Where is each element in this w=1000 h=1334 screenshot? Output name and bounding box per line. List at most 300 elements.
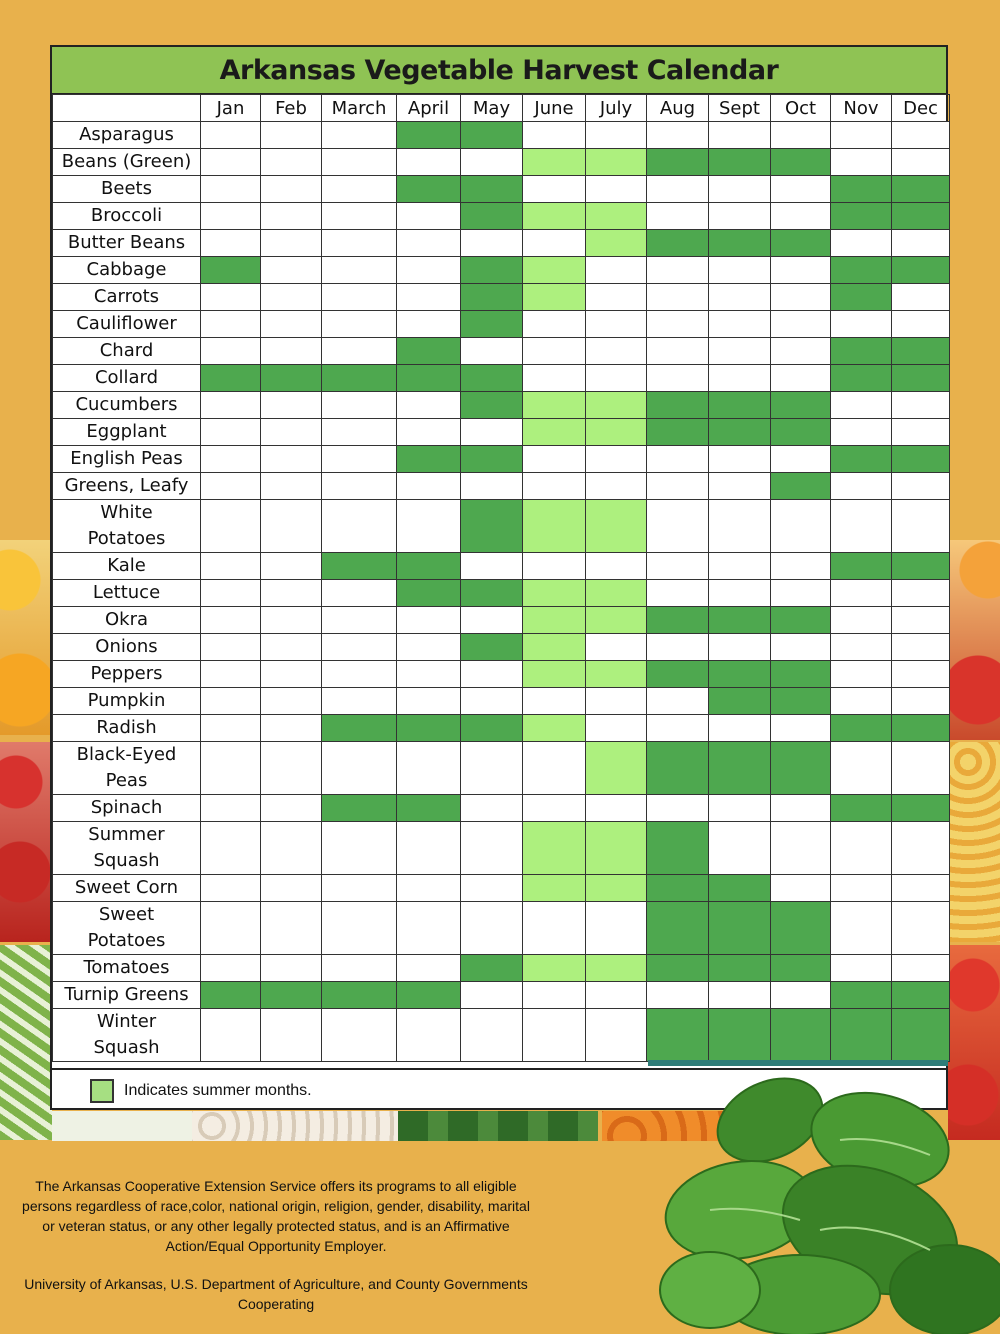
harvest-cell bbox=[461, 500, 523, 553]
harvest-cell bbox=[892, 230, 950, 257]
harvest-cell bbox=[892, 553, 950, 580]
vegetable-row bbox=[53, 284, 950, 311]
harvest-cell bbox=[831, 982, 892, 1009]
harvest-cell bbox=[831, 902, 892, 955]
harvest-cell bbox=[201, 149, 261, 176]
harvest-cell bbox=[461, 446, 523, 473]
harvest-cell bbox=[831, 688, 892, 715]
vegetable-name: Summer Squash bbox=[53, 822, 201, 875]
harvest-cell bbox=[461, 607, 523, 634]
harvest-cell bbox=[586, 446, 647, 473]
harvest-cell bbox=[322, 392, 397, 419]
vegetable-row bbox=[53, 580, 950, 607]
apple-photo-strip bbox=[0, 742, 52, 942]
vegetable-name: Chard bbox=[53, 338, 201, 365]
vegetable-row bbox=[53, 1009, 950, 1062]
harvest-cell bbox=[261, 902, 322, 955]
harvest-cell bbox=[647, 257, 709, 284]
harvest-cell bbox=[771, 419, 831, 446]
corner-cell bbox=[53, 95, 201, 122]
vegetable-row bbox=[53, 338, 950, 365]
harvest-cell bbox=[523, 902, 586, 955]
month-header: Nov bbox=[831, 95, 892, 122]
harvest-cell bbox=[892, 715, 950, 742]
vegetable-row bbox=[53, 176, 950, 203]
harvest-cell bbox=[647, 311, 709, 338]
harvest-cell bbox=[831, 203, 892, 230]
harvest-cell bbox=[261, 338, 322, 365]
harvest-cell bbox=[831, 875, 892, 902]
vegetable-name: Okra bbox=[53, 607, 201, 634]
month-header: April bbox=[397, 95, 461, 122]
harvest-cell bbox=[709, 257, 771, 284]
harvest-cell bbox=[461, 311, 523, 338]
harvest-cell bbox=[647, 688, 709, 715]
vegetable-name: Sweet Potatoes bbox=[53, 902, 201, 955]
harvest-cell bbox=[771, 338, 831, 365]
harvest-cell bbox=[647, 365, 709, 392]
harvest-cell bbox=[523, 257, 586, 284]
harvest-cell bbox=[461, 230, 523, 257]
harvest-cell bbox=[647, 1009, 709, 1062]
equal-opportunity-statement: The Arkansas Cooperative Extension Service offers its programs to all eligible persons regardless of race,color, national origin, religion, gender, disability, marital or veteran status, or any other legally protected status, and is an Affirmative Action/Equal Opportunity Employer. bbox=[22, 1178, 530, 1254]
harvest-cell bbox=[831, 553, 892, 580]
harvest-cell bbox=[771, 230, 831, 257]
harvest-cell bbox=[261, 311, 322, 338]
harvest-cell bbox=[201, 902, 261, 955]
vegetable-name: Lettuce bbox=[53, 580, 201, 607]
harvest-cell bbox=[586, 661, 647, 688]
harvest-cell bbox=[586, 473, 647, 500]
harvest-cell bbox=[461, 1009, 523, 1062]
harvest-cell bbox=[261, 688, 322, 715]
harvest-cell bbox=[201, 875, 261, 902]
harvest-cell bbox=[586, 365, 647, 392]
harvest-cell bbox=[647, 822, 709, 875]
harvest-cell bbox=[892, 607, 950, 634]
harvest-cell bbox=[771, 257, 831, 284]
harvest-cell bbox=[461, 149, 523, 176]
harvest-cell bbox=[461, 284, 523, 311]
vegetable-name: Spinach bbox=[53, 795, 201, 822]
harvest-cell bbox=[461, 257, 523, 284]
harvest-cell bbox=[771, 875, 831, 902]
harvest-cell bbox=[322, 149, 397, 176]
vegetable-row bbox=[53, 902, 950, 955]
harvest-cell bbox=[201, 661, 261, 688]
harvest-cell bbox=[461, 365, 523, 392]
harvest-cell bbox=[892, 419, 950, 446]
harvest-cell bbox=[322, 284, 397, 311]
harvest-cell bbox=[892, 902, 950, 955]
harvest-cell bbox=[461, 338, 523, 365]
harvest-cell bbox=[647, 230, 709, 257]
harvest-cell bbox=[201, 715, 261, 742]
harvest-cell bbox=[201, 176, 261, 203]
vegetable-name: Eggplant bbox=[53, 419, 201, 446]
harvest-cell bbox=[523, 419, 586, 446]
harvest-cell bbox=[322, 580, 397, 607]
harvest-cell bbox=[586, 500, 647, 553]
harvest-cell bbox=[586, 122, 647, 149]
harvest-cell bbox=[586, 419, 647, 446]
harvest-cell bbox=[461, 419, 523, 446]
harvest-cell bbox=[586, 149, 647, 176]
harvest-cell bbox=[709, 795, 771, 822]
harvest-cell bbox=[461, 634, 523, 661]
vegetable-name: Peppers bbox=[53, 661, 201, 688]
harvest-cell bbox=[771, 446, 831, 473]
harvest-cell bbox=[771, 473, 831, 500]
harvest-cell bbox=[461, 203, 523, 230]
harvest-cell bbox=[892, 955, 950, 982]
harvest-cell bbox=[523, 875, 586, 902]
harvest-cell bbox=[892, 875, 950, 902]
vegetable-row bbox=[53, 311, 950, 338]
harvest-cell bbox=[397, 688, 461, 715]
harvest-cell bbox=[771, 634, 831, 661]
spinach-photo bbox=[650, 1060, 1000, 1334]
corn-photo-strip bbox=[948, 742, 1000, 942]
harvest-cell bbox=[397, 553, 461, 580]
harvest-cell bbox=[397, 149, 461, 176]
harvest-cell bbox=[709, 446, 771, 473]
harvest-cell bbox=[831, 257, 892, 284]
harvest-cell bbox=[523, 955, 586, 982]
harvest-cell bbox=[322, 257, 397, 284]
harvest-cell bbox=[261, 419, 322, 446]
harvest-cell bbox=[461, 661, 523, 688]
harvest-cell bbox=[709, 338, 771, 365]
harvest-cell bbox=[647, 742, 709, 795]
harvest-cell bbox=[771, 1009, 831, 1062]
harvest-cell bbox=[831, 149, 892, 176]
harvest-cell bbox=[261, 580, 322, 607]
harvest-cell bbox=[831, 446, 892, 473]
harvest-cell bbox=[831, 419, 892, 446]
harvest-cell bbox=[461, 688, 523, 715]
harvest-cell bbox=[709, 365, 771, 392]
harvest-cell bbox=[647, 419, 709, 446]
harvest-cell bbox=[201, 473, 261, 500]
harvest-cell bbox=[322, 500, 397, 553]
vegetable-row bbox=[53, 661, 950, 688]
harvest-cell bbox=[831, 661, 892, 688]
vegetable-row bbox=[53, 607, 950, 634]
harvest-cell bbox=[771, 661, 831, 688]
month-header: July bbox=[586, 95, 647, 122]
harvest-cell bbox=[201, 955, 261, 982]
harvest-cell bbox=[709, 392, 771, 419]
harvest-cell bbox=[397, 822, 461, 875]
harvest-cell bbox=[831, 795, 892, 822]
vegetable-name: Pumpkin bbox=[53, 688, 201, 715]
harvest-cell bbox=[586, 392, 647, 419]
harvest-cell bbox=[771, 311, 831, 338]
harvest-cell bbox=[322, 419, 397, 446]
calendar-table bbox=[52, 94, 950, 1062]
harvest-cell bbox=[831, 955, 892, 982]
harvest-cell bbox=[261, 500, 322, 553]
harvest-cell bbox=[397, 875, 461, 902]
harvest-cell bbox=[322, 902, 397, 955]
harvest-cell bbox=[322, 473, 397, 500]
vegetable-name: Sweet Corn bbox=[53, 875, 201, 902]
harvest-cell bbox=[322, 311, 397, 338]
harvest-cell bbox=[771, 284, 831, 311]
vegetable-row bbox=[53, 715, 950, 742]
harvest-cell bbox=[461, 553, 523, 580]
harvest-cell bbox=[647, 661, 709, 688]
harvest-cell bbox=[322, 1009, 397, 1062]
harvest-cell bbox=[647, 634, 709, 661]
harvest-cell bbox=[261, 149, 322, 176]
harvest-cell bbox=[397, 392, 461, 419]
harvest-cell bbox=[831, 500, 892, 553]
harvest-cell bbox=[771, 176, 831, 203]
harvest-cell bbox=[709, 203, 771, 230]
harvest-cell bbox=[892, 688, 950, 715]
harvest-cell bbox=[771, 580, 831, 607]
harvest-cell bbox=[647, 982, 709, 1009]
harvest-cell bbox=[771, 715, 831, 742]
harvest-cell bbox=[322, 822, 397, 875]
harvest-cell bbox=[523, 742, 586, 795]
harvest-cell bbox=[647, 902, 709, 955]
harvest-cell bbox=[397, 338, 461, 365]
harvest-cell bbox=[201, 311, 261, 338]
harvest-cell bbox=[523, 795, 586, 822]
harvest-cell bbox=[461, 875, 523, 902]
harvest-cell bbox=[647, 338, 709, 365]
harvest-cell bbox=[397, 365, 461, 392]
harvest-cell bbox=[201, 553, 261, 580]
harvest-cell bbox=[201, 688, 261, 715]
harvest-cell bbox=[322, 230, 397, 257]
vegetable-row bbox=[53, 500, 950, 553]
harvest-cell bbox=[261, 284, 322, 311]
harvest-cell bbox=[892, 1009, 950, 1062]
harvest-cell bbox=[261, 230, 322, 257]
harvest-cell bbox=[586, 176, 647, 203]
harvest-cell bbox=[586, 580, 647, 607]
harvest-cell bbox=[523, 553, 586, 580]
harvest-cell bbox=[201, 742, 261, 795]
harvest-cell bbox=[523, 203, 586, 230]
harvest-cell bbox=[586, 688, 647, 715]
harvest-cell bbox=[461, 982, 523, 1009]
harvest-cell bbox=[201, 446, 261, 473]
harvest-cell bbox=[709, 311, 771, 338]
month-header: Sept bbox=[709, 95, 771, 122]
harvest-cell bbox=[322, 338, 397, 365]
harvest-cell bbox=[397, 122, 461, 149]
harvest-cell bbox=[322, 634, 397, 661]
harvest-cell bbox=[892, 392, 950, 419]
harvest-cell bbox=[397, 473, 461, 500]
harvest-cell bbox=[647, 607, 709, 634]
harvest-cell bbox=[586, 553, 647, 580]
vegetable-row bbox=[53, 742, 950, 795]
harvest-cell bbox=[261, 715, 322, 742]
harvest-cell bbox=[771, 553, 831, 580]
harvest-cell bbox=[261, 553, 322, 580]
harvest-cell bbox=[831, 822, 892, 875]
vegetable-name: Onions bbox=[53, 634, 201, 661]
harvest-cell bbox=[831, 392, 892, 419]
vegetable-row bbox=[53, 149, 950, 176]
calendar-body bbox=[53, 122, 950, 1062]
harvest-cell bbox=[261, 365, 322, 392]
harvest-cell bbox=[523, 500, 586, 553]
harvest-cell bbox=[397, 446, 461, 473]
harvest-cell bbox=[322, 742, 397, 795]
harvest-cell bbox=[397, 742, 461, 795]
harvest-cell bbox=[201, 982, 261, 1009]
harvest-cell bbox=[201, 284, 261, 311]
harvest-cell bbox=[586, 203, 647, 230]
harvest-cell bbox=[461, 122, 523, 149]
vegetable-row bbox=[53, 955, 950, 982]
harvest-cell bbox=[322, 122, 397, 149]
harvest-cell bbox=[709, 902, 771, 955]
harvest-cell bbox=[397, 661, 461, 688]
harvest-cell bbox=[261, 875, 322, 902]
harvest-cell bbox=[586, 230, 647, 257]
harvest-cell bbox=[201, 822, 261, 875]
harvest-cell bbox=[523, 392, 586, 419]
vegetable-row bbox=[53, 230, 950, 257]
harvest-cell bbox=[201, 500, 261, 553]
harvest-cell bbox=[831, 311, 892, 338]
harvest-cell bbox=[892, 822, 950, 875]
harvest-cell bbox=[647, 500, 709, 553]
harvest-cell bbox=[322, 875, 397, 902]
harvest-calendar bbox=[50, 45, 948, 1110]
harvest-cell bbox=[201, 419, 261, 446]
harvest-cell bbox=[261, 392, 322, 419]
harvest-cell bbox=[523, 230, 586, 257]
harvest-cell bbox=[709, 634, 771, 661]
harvest-cell bbox=[461, 715, 523, 742]
harvest-cell bbox=[647, 392, 709, 419]
harvest-cell bbox=[322, 955, 397, 982]
harvest-cell bbox=[322, 661, 397, 688]
vegetable-name: Cauliflower bbox=[53, 311, 201, 338]
harvest-cell bbox=[261, 982, 322, 1009]
harvest-cell bbox=[322, 446, 397, 473]
month-header: Jan bbox=[201, 95, 261, 122]
footer bbox=[18, 1176, 534, 1332]
harvest-cell bbox=[523, 634, 586, 661]
harvest-cell bbox=[523, 284, 586, 311]
harvest-cell bbox=[771, 365, 831, 392]
harvest-cell bbox=[397, 982, 461, 1009]
harvest-cell bbox=[892, 203, 950, 230]
harvest-cell bbox=[586, 955, 647, 982]
harvest-cell bbox=[586, 634, 647, 661]
page-title: Arkansas Vegetable Harvest Calendar bbox=[219, 54, 779, 86]
month-header: Feb bbox=[261, 95, 322, 122]
harvest-cell bbox=[771, 742, 831, 795]
month-header: Oct bbox=[771, 95, 831, 122]
harvest-cell bbox=[831, 365, 892, 392]
vegetable-row bbox=[53, 795, 950, 822]
harvest-cell bbox=[261, 795, 322, 822]
harvest-cell bbox=[201, 122, 261, 149]
harvest-cell bbox=[397, 500, 461, 553]
harvest-cell bbox=[892, 795, 950, 822]
harvest-cell bbox=[261, 122, 322, 149]
harvest-cell bbox=[261, 822, 322, 875]
harvest-cell bbox=[771, 122, 831, 149]
vegetable-name: Beans (Green) bbox=[53, 149, 201, 176]
harvest-cell bbox=[892, 284, 950, 311]
vegetable-name: Greens, Leafy bbox=[53, 473, 201, 500]
harvest-cell bbox=[892, 338, 950, 365]
month-header: Aug bbox=[647, 95, 709, 122]
harvest-cell bbox=[461, 473, 523, 500]
harvest-cell bbox=[586, 338, 647, 365]
harvest-cell bbox=[201, 392, 261, 419]
vegetable-name: White Potatoes bbox=[53, 500, 201, 553]
harvest-cell bbox=[261, 1009, 322, 1062]
harvest-cell bbox=[397, 284, 461, 311]
vegetable-name: Asparagus bbox=[53, 122, 201, 149]
harvest-cell bbox=[261, 661, 322, 688]
harvest-cell bbox=[523, 580, 586, 607]
harvest-cell bbox=[322, 982, 397, 1009]
harvest-cell bbox=[201, 230, 261, 257]
harvest-cell bbox=[523, 149, 586, 176]
vegetable-name: Collard bbox=[53, 365, 201, 392]
harvest-cell bbox=[201, 634, 261, 661]
vegetable-row bbox=[53, 822, 950, 875]
harvest-cell bbox=[523, 473, 586, 500]
harvest-cell bbox=[771, 982, 831, 1009]
harvest-cell bbox=[397, 419, 461, 446]
harvest-cell bbox=[461, 795, 523, 822]
harvest-cell bbox=[647, 149, 709, 176]
harvest-cell bbox=[523, 661, 586, 688]
pea-pod-photo-strip bbox=[0, 945, 52, 1140]
vegetable-name: Turnip Greens bbox=[53, 982, 201, 1009]
vegetable-name: English Peas bbox=[53, 446, 201, 473]
vegetable-name: Beets bbox=[53, 176, 201, 203]
vegetable-name: Broccoli bbox=[53, 203, 201, 230]
harvest-cell bbox=[201, 203, 261, 230]
harvest-cell bbox=[461, 176, 523, 203]
harvest-cell bbox=[647, 795, 709, 822]
title-bar bbox=[52, 47, 946, 95]
harvest-cell bbox=[397, 795, 461, 822]
harvest-cell bbox=[709, 500, 771, 553]
harvest-cell bbox=[647, 553, 709, 580]
harvest-cell bbox=[892, 149, 950, 176]
harvest-cell bbox=[647, 473, 709, 500]
strawberry-photo-strip bbox=[948, 540, 1000, 740]
vegetable-row bbox=[53, 553, 950, 580]
harvest-cell bbox=[709, 553, 771, 580]
legend-swatch bbox=[90, 1079, 114, 1103]
harvest-cell bbox=[261, 176, 322, 203]
harvest-cell bbox=[397, 634, 461, 661]
harvest-cell bbox=[892, 446, 950, 473]
vegetable-row bbox=[53, 365, 950, 392]
harvest-cell bbox=[892, 473, 950, 500]
harvest-cell bbox=[771, 955, 831, 982]
vegetable-name: Black-Eyed Peas bbox=[53, 742, 201, 795]
